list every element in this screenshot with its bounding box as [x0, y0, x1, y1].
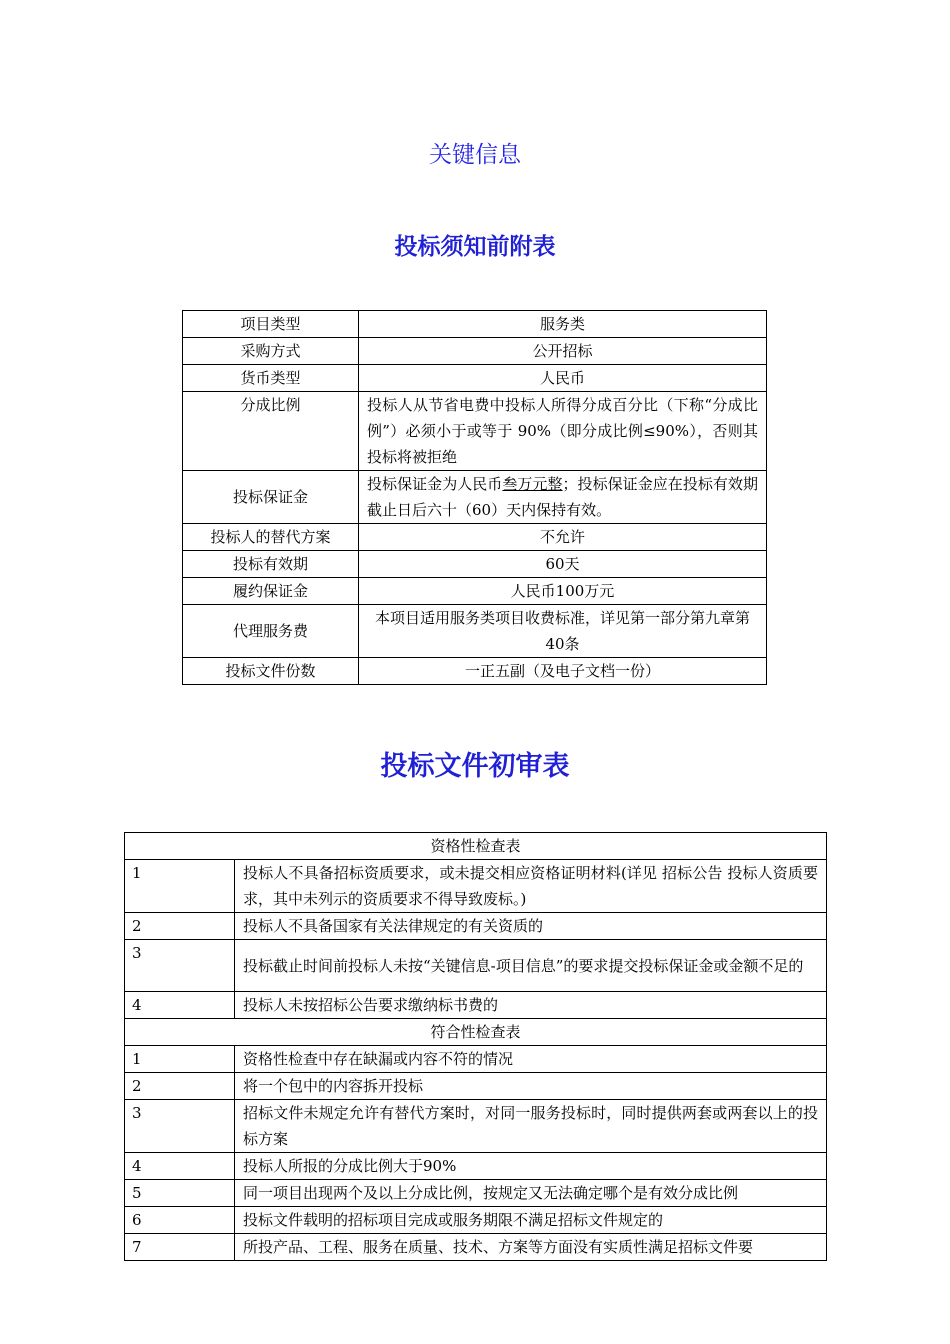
deposit-text-prefix: 投标保证金为人民币: [367, 475, 503, 493]
row-label: 履约保证金: [183, 578, 359, 605]
table-row: [183, 311, 767, 338]
item-text: 所投产品、工程、服务在质量、技术、方案等方面没有实质性满足招标文件要: [235, 1234, 827, 1261]
item-number: 1: [125, 860, 235, 913]
row-label: 投标有效期: [183, 551, 359, 578]
item-number: 3: [125, 1100, 235, 1153]
row-label: 投标文件份数: [183, 658, 359, 685]
table-row: [125, 1100, 827, 1153]
bid-notice-table: [182, 310, 767, 685]
table-row: [183, 658, 767, 685]
table-row: [125, 860, 827, 913]
row-label: 货币类型: [183, 365, 359, 392]
table-row: [125, 913, 827, 940]
qualification-header: 资格性检查表: [125, 833, 827, 860]
table-row: [183, 578, 767, 605]
row-value: 公开招标: [359, 338, 767, 365]
item-number: 4: [125, 1153, 235, 1180]
table-row: [183, 338, 767, 365]
item-text: 投标人不具备国家有关法律规定的有关资质的: [235, 913, 827, 940]
row-label: 投标人的替代方案: [183, 524, 359, 551]
row-label: 代理服务费: [183, 605, 359, 658]
item-text: 投标人未按招标公告要求缴纳标书费的: [235, 992, 827, 1019]
table-row: [125, 1234, 827, 1261]
table-row: [125, 992, 827, 1019]
deposit-text-suffix: ；投标保证金应在投标有效期截止日后六十（60）天内保持有效。: [367, 475, 758, 519]
table-header-row: [125, 1019, 827, 1046]
table-row: [125, 940, 827, 992]
item-text: 投标人不具备招标资质要求，或未提交相应资格证明材料(详见 招标公告 投标人资质要求，其中未列示的资质要求不得导致废标。): [235, 860, 827, 913]
table-row: [125, 1153, 827, 1180]
section-heading-preliminary-review: 投标文件初审表: [380, 751, 570, 782]
row-value: 服务类: [359, 311, 767, 338]
preliminary-review-table: [124, 832, 827, 1261]
item-number: 2: [125, 913, 235, 940]
item-number: 2: [125, 1073, 235, 1100]
item-text: 投标人所报的分成比例大于90%: [235, 1153, 827, 1180]
item-text: 同一项目出现两个及以上分成比例，按规定又无法确定哪个是有效分成比例: [235, 1180, 827, 1207]
table-row: [125, 1046, 827, 1073]
item-number: 1: [125, 1046, 235, 1073]
item-number: 3: [125, 940, 235, 992]
item-number: 5: [125, 1180, 235, 1207]
section-heading-bid-notice: 投标须知前附表: [394, 234, 556, 260]
item-text: 将一个包中的内容拆开投标: [235, 1073, 827, 1100]
table-header-row: [125, 833, 827, 860]
row-value: 一正五副（及电子文档一份）: [359, 658, 767, 685]
table-row: [183, 471, 767, 524]
row-value: 不允许: [359, 524, 767, 551]
row-label: 分成比例: [183, 392, 359, 471]
row-value: 人民币100万元: [359, 578, 767, 605]
item-text: 招标文件未规定允许有替代方案时，对同一服务投标时，同时提供两套或两套以上的投标方案: [235, 1100, 827, 1153]
item-text: 投标文件载明的招标项目完成或服务期限不满足招标文件规定的: [235, 1207, 827, 1234]
page-title: 关键信息: [429, 142, 521, 168]
compliance-header: 符合性检查表: [125, 1019, 827, 1046]
row-value: 本项目适用服务类项目收费标准，详见第一部分第九章第40条: [359, 605, 767, 658]
row-value: [359, 471, 767, 524]
table-row: [183, 605, 767, 658]
item-text: 资格性检查中存在缺漏或内容不符的情况: [235, 1046, 827, 1073]
row-value: 人民币: [359, 365, 767, 392]
row-label: 项目类型: [183, 311, 359, 338]
row-label: 采购方式: [183, 338, 359, 365]
table-row: [183, 392, 767, 471]
table-row: [183, 524, 767, 551]
row-value: 60天: [359, 551, 767, 578]
table-row: [125, 1207, 827, 1234]
item-number: 7: [125, 1234, 235, 1261]
deposit-amount: 叁万元整: [502, 475, 563, 493]
table-row: [125, 1073, 827, 1100]
table-row: [125, 1180, 827, 1207]
table-row: [183, 551, 767, 578]
item-text: 投标截止时间前投标人未按“关键信息-项目信息”的要求提交投标保证金或金额不足的: [235, 940, 827, 992]
table-row: [183, 365, 767, 392]
row-label: 投标保证金: [183, 471, 359, 524]
item-number: 6: [125, 1207, 235, 1234]
row-value: 投标人从节省电费中投标人所得分成百分比（下称“分成比例”）必须小于或等于 90%（即分成比例≤90%），否则其投标将被拒绝: [359, 392, 767, 471]
item-number: 4: [125, 992, 235, 1019]
